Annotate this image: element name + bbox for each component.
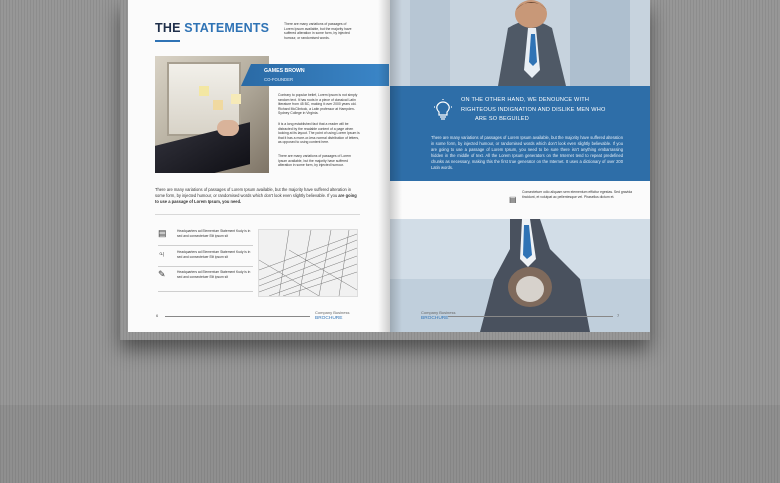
businessman-top-photo: [390, 0, 650, 86]
title-note: There are many variations of passages of Lorem Ipsum available, but the majority have suffered alteration in some form, by injected humour, or randomised words.: [284, 22, 352, 40]
band-paragraph: There are many variations of passages of Lorem Ipsum available, but the majority have suffered alteration in some form, by injected humour, or randomised words which don't look even slightly believable. If you are going to use a passage of Lorem Ipsum, you need to be sure there isn't anything embarrassing hidden in the middle of text. All the Lorem Ipsum generators on the Internet tend to repeat predefined chunks as necessary, making this the first true generator on the Internet. It uses a dictionary of over 200 Latin words.: [431, 135, 623, 170]
microphone-icon: ♃: [158, 249, 165, 259]
list-item-text: Headquarters ad Elementum Statement Kudy is in sed and consectetuer Elit ipsum sit: [177, 270, 251, 279]
sticky-note-shape: [231, 94, 241, 104]
document-icon: ▤: [509, 195, 517, 204]
quote-strip: [390, 181, 650, 219]
band-heading-line: ARE SO BEGUILED: [475, 116, 529, 122]
section-divider: [155, 214, 360, 215]
left-page-number: 6: [156, 313, 159, 318]
side-text-1: Contrary to popular belief, Lorem Ipsum is not simply random text. It has roots in a piece of classical Latin literature from 45 BC, making it over 2000 years old. Richard McClintock, a Latin professor at Hampden-Sydney College in Virginia.: [278, 93, 358, 116]
list-divider: [158, 245, 253, 246]
title-word-2: STATEMENTS: [184, 21, 270, 35]
list-divider: [158, 266, 253, 267]
body-paragraph: [155, 187, 360, 205]
title-word-1: THE: [155, 21, 181, 35]
list-item-text: Headquarters ad Elementum Statement Kudy is in sed and consectetuer Elit ipsum sit: [177, 229, 251, 238]
list-item-text: Headquarters ad Elementum Statement Kudy is in sed and consectetuer Elit ipsum sit: [177, 250, 251, 259]
list-item: [158, 269, 253, 287]
architecture-sketch-image: [258, 229, 358, 297]
side-text-2: It is a long established fact that a reader will be distracted by the readable content of a page when looking at its layout. The point of using Lorem Ipsum is that it has a more-or-less normal distribution of letters, as opposed to using content here.: [278, 122, 360, 145]
left-footer-rule: [165, 316, 310, 317]
gray-fabric-lower: [0, 405, 780, 483]
list-divider: [158, 291, 253, 292]
document-icon: ▤: [158, 228, 167, 238]
quote-text: Consectetuer odio aliquam sem elementum efficitur egestas. Sed gravida tincidunt, et volutpat ac pellentesque vel. Phasellus dictum et.: [522, 190, 633, 199]
band-heading: [461, 96, 631, 125]
title-underline: [155, 40, 180, 42]
body-text-bold: are going to use a passage of Lorem Ipsum, you need.: [155, 193, 357, 204]
left-footer-brand: BROCHURE: [315, 316, 343, 321]
businessman-figure: [390, 0, 650, 86]
brochure-spine-shadow: [378, 0, 402, 332]
left-footer-company: Company Business: [315, 310, 350, 315]
right-footer-rule: [448, 316, 613, 317]
hand-shape: [217, 120, 239, 136]
list-item: [158, 249, 253, 267]
sticky-note-shape: [199, 86, 209, 96]
pencil-icon: ✎: [158, 269, 166, 279]
band-heading-line: RIGHTEOUS INDIGNATION AND DISLIKE MEN WHO: [461, 106, 606, 113]
sticky-note-shape: [213, 100, 223, 110]
right-footer-company: Company Business: [421, 310, 456, 315]
banner-role: CO-FOUNDER: [264, 77, 294, 82]
page-title: [155, 21, 269, 35]
right-footer-brand: BROCHURE: [421, 316, 449, 321]
right-page-number: 7: [617, 313, 620, 318]
banner-name: GAMES BROWN: [264, 68, 305, 74]
band-heading-line: ON THE OTHER HAND, WE DENOUNCE WITH: [461, 97, 590, 103]
side-text-3: There are many variations of passages of Lorem Ipsum available, but the majority have suffered alteration in some form, by injected humour.: [278, 154, 351, 168]
list-item: [158, 228, 253, 246]
sketch-lines: [259, 230, 357, 296]
body-text: There are many variations of passages of Lorem Ipsum available, but the majority have suffered alteration in some form, by injected humour, or randomised words which don't look even slightly believable. If you: [155, 187, 352, 198]
lightbulb-icon: [432, 99, 454, 121]
